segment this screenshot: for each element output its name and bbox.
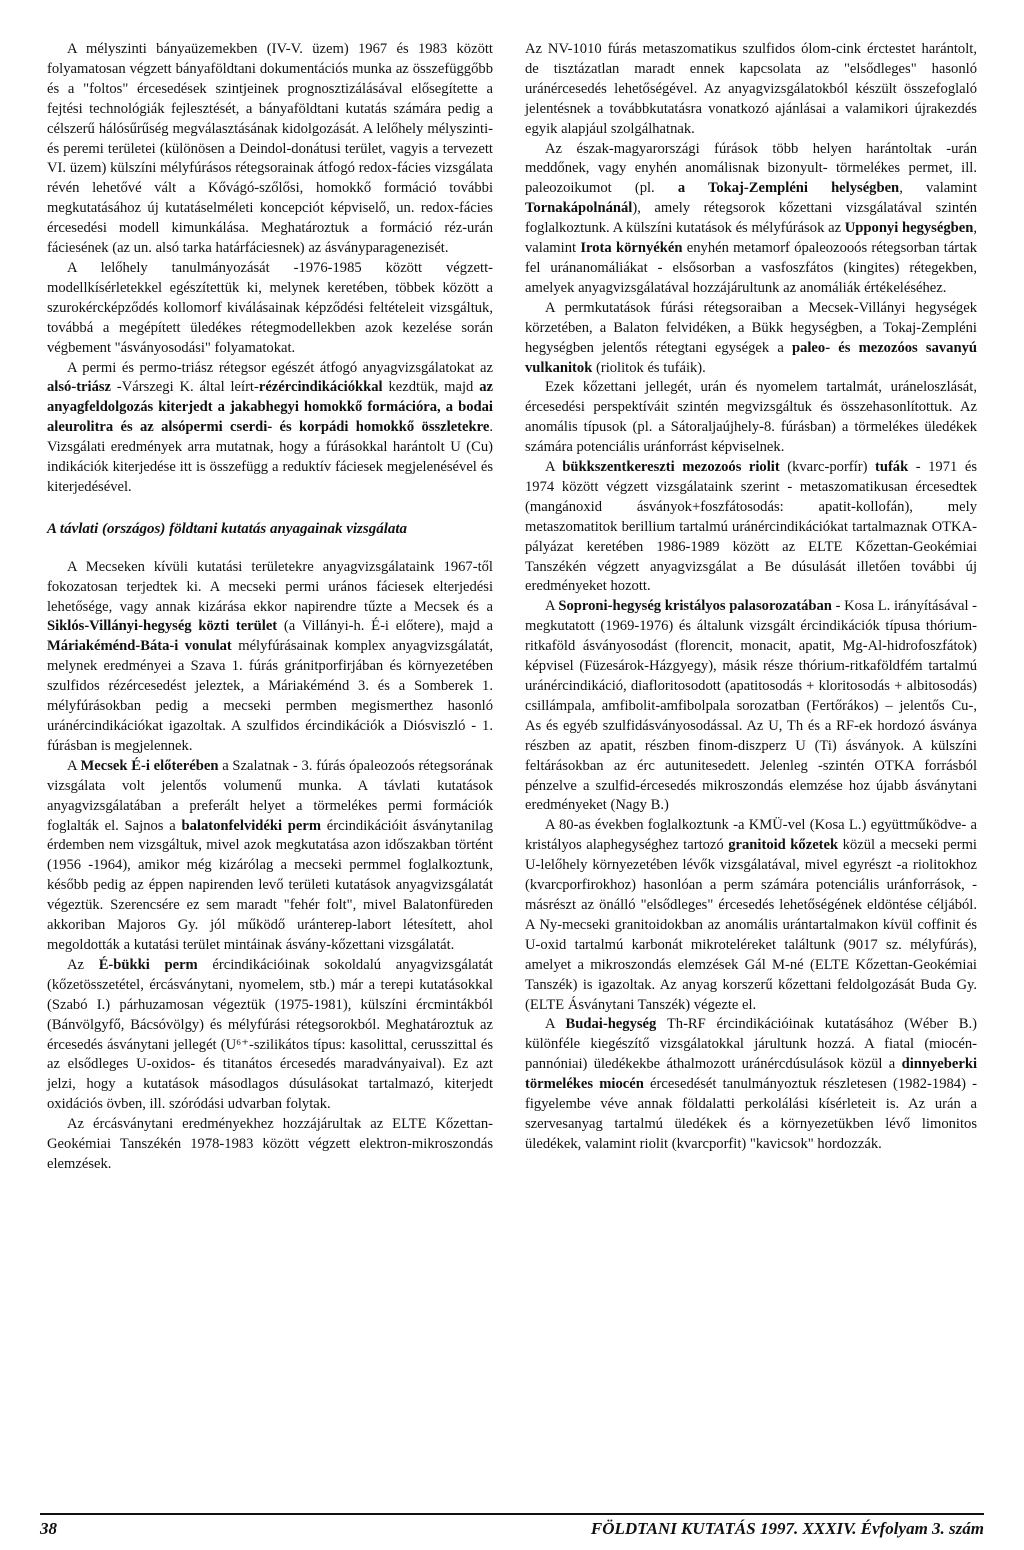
- left-column: [47, 40, 493, 1175]
- paragraph: Az ércásványtani eredményekhez hozzájárultak az ELTE Kőzettan-Geokémiai Tanszékén 1978-1983 között végzett elektron-mikroszondás elemzések.: [47, 1116, 493, 1172]
- right-column: [525, 40, 977, 1155]
- paragraph: Az NV-1010 fúrás metaszomatikus szulfidos ólom-cink érctestet harántolt, de tisztázatlan maradt ennek kapcsolata az "elsődleges" hasonló uránércesedés lehetőségével. Az anyagvizsgálatokból készült összefoglaló jelentésnek a továbbkutatásra vonatkozó ajánlásai a valamikori újrakezdés egyik alapjául szolgálhatnak.: [525, 41, 977, 137]
- paragraph: A bükkszentkereszti mezozoós riolit (kvarc-porfír) tufák - 1971 és 1974 között végzett vizsgálataink szerint - metaszomatikusan ércesedtek (mangánoxid ásványok+foszfátosodás: apatit-kollofán), mely metaszomatitok berillium tartalmú uránércindikációkat tartalmaznak OTKA-pályázat keretében 1986-1989 között az ELTE Kőzettan-Geokémiai Tanszékén végzett anyagvizsgálat a Be dúsulását illetően további új eredményeket hozott.: [525, 459, 977, 595]
- paragraph: Ezek kőzettani jellegét, urán és nyomelem tartalmát, uráneloszlását, ércesedési perspektíváit szintén megvizsgáltuk és összehasonlítottuk. Az anomális típusok (pl. a Sátoraljaújhely-8. fúrásban) a törmelékes üledékek számára potenciális uránforrást képviselnek.: [525, 379, 977, 456]
- paragraph: A Mecsek É-i előterében a Szalatnak - 3. fúrás ópaleozoós rétegsorának vizsgálata volt jelentős volumenű munka. A távlati kutatások anyagvizsgálatában a preferált helyet a törmelékes permi formációk foglalták el. Sajnos a balatonfelvidéki perm ércindikációit ásványtanilag érdemben nem vizsgáltuk, mivel azok megkutatása azon időszakban történt (1956 -1964), amikor még kizárólag a mecseki permmel foglalkoztunk, később pedig az éppen napirenden levő területi kutatások anyagvizsgálatát végeztük. Szerencsére ez sem maradt "fehér folt", mivel Balatonfüreden akkoriban Majoros Gy. jól működő uránterep-labort létesített, ahol megoldották a kutatási terület mintáinak ásvány-kőzettani vizsgálatát.: [47, 757, 494, 953]
- paragraph: A mélyszinti bányaüzemekben (IV-V. üzem) 1967 és 1983 között folyamatosan végzett bányaföldtani dokumentációs munka az összefüggőbb és a "foltos" ércesedések szintjeinek prognosztizálásával elősegítette a fejtési technológiák fejlesztését, a bányaföldtani kutatás számára pedig a célszerű hálósűrűség megválasztásának kidolgozását. A lelőhely mélyszinti- és peremi területei (különösen a Deindol-donátusi terület, vagyis a tervezett VI. üzem) külszíni mélyfúrásos rétegsorainak átfogó redox-fácies vizsgálata révén lehetővé vált a Kővágó-szőlősi, homokkő formáció további megkutatásához új kutatáselméleti koncepciót képviselő, un. redox-fácies ércesedési modell kimunkálása. Meghatároztuk a formáció réz-urán fáciesének (az un. alsó tarka határfáciesnek) az ásványparagenezisét.: [47, 41, 494, 257]
- paragraph: A Soproni-hegység kristályos palasorozatában - Kosa L. irányításával - megkutatott (1969-1976) és általunk vizsgált ércindikációk típusa thórium-ritkaföld ásványosodást (florencit, monacit, apatit, Mg-Al-hidrofoszfátok) képvisel (Füzesárok-Házgyegy), másik része thórium-ritkaföldfém tartalmú uránércindikáció, diafloritosodott (apatitosodás + kloritosodás + albitosodás) csillámpala, amfibolit-amfibolpala sorozatban (Fertőrákos) – jelentős Cu-, As és egyéb szulfidásványosodással. Az U, Th és a RF-ek hordozó ásványa részben az apatit, részben finom-diszperz U (Ti) ásványok. A külszíni feltárásokban az érc autunitesedett. Jelenleg -szintén OTKA forrásból pénzelve a szulfid-ércesedés mikroszondás elemzése hoz újabb ásványtani eredményeket (Nagy B.): [525, 598, 978, 814]
- paragraph: A permi és permo-triász rétegsor egészét átfogó anyagvizsgálatokat az alsó-triász -Várszegi K. által leírt-rézércindikációkkal kezdtük, majd az anyagfeldolgozás kiterjedt a jakabhegyi homokkő formációra, a bodai aleurolitra és az alsópermi cserdi- és korpádi homokkő összletekre. Vizsgálati eredmények arra mutatnak, hogy a fúrásokkal harántolt U (Cu) indikációk kiterjedése itt is összefügg a reduktív fáciesek megjelenésével és kiterjedésével.: [47, 359, 493, 495]
- paragraph: A Budai-hegység Th-RF ércindikációinak kutatásához (Wéber B.) különféle kiegészítő vizsgálatokkal járultunk hozzá. A fiatal (miocén-pannóniai) üledékekbe áthalmozott uránércdúsulások közül a dinnyeberki törmelékes miocén ércesedését tanulmányoztuk részletesen (1982-1984) - figyelembe véve annak földalatti perkolálási kísérleteit is. Az urán a szervesanyag tartalmú üledékek és a környezetükben lévő limonitos üledékek, valamint riolit (kvarcporfit) "kavicsok" hordozzák.: [525, 1016, 977, 1152]
- page-number: 38: [40, 1519, 57, 1538]
- paragraph: A Mecseken kívüli kutatási területekre anyagvizsgálataink 1967-től fokozatosan terjedtek ki. A mecseki permi urános fáciesek elterjedési lehetősége, vagy annak kizárása ekkor napirendre tűzte a Mecsek és a Siklós-Villányi-hegység közti terület (a Villányi-h. É-i előtere), majd a Máriakéménd-Báta-i vonulat mélyfúrásainak komplex anyagvizsgálatát, melynek eredményei a Szava 1. fúrás gránitporfirjában és környezetében szulfidos rézércesedést jeleztek, a Máriakéménd 3. és a Somberek 1. mélyfúrásokban pedig a mecseki permben megismerthez hasonló uránércindikációkat igazoltak. A szulfidos ércindikációk a Diósviszló - 1. fúrásban is megjelennek.: [47, 558, 493, 754]
- paragraph: A lelőhely tanulmányozását -1976-1985 között végzett-modellkísérletekkel egészítettük ki, melynek keretében, többek között a szurokércképződés kollomorf kiválásainak képződési feltételeit vizsgáltuk, továbbá a megépített üledékes rétegmodellekben azok kezelése során végbement "ásványosodási" folyamatokat.: [47, 259, 493, 356]
- paragraph: Az É-bükki perm ércindikációinak sokoldalú anyagvizsgálatát (kőzetösszetétel, ércásványtani, nyomelem, stb.) már a terepi kutatásokkal (Szabó I.) párhuzamosan végeztük (1975-1981), külszíni ércmintákból (Bánvölgyfő, Bácsóvölgy) és mélyfúrási rétegsorokból. Meghatároztuk az ércesedés ásványtani jellegét (U⁶⁺-szilikátos típus: kasolittal, cerusszittal és az elsődleges U-oxidos- és titanátos ércesedés maradványaival). Ez azt jelzi, hogy a kutatások másodlagos dúsulásokat tartalmazó, kiterjedt oxidációs övben, ill. szóródási udvarban folytak.: [47, 956, 493, 1113]
- paragraph: A 80-as években foglalkoztunk -a KMÜ-vel (Kosa L.) együttműködve- a kristályos alaphegységhez tartozó granitoid kőzetek közül a mecseki permi U-lelőhely környezetében lévők vizsgálatával, mivel egyrészt -a riolitokhoz (kvarcporfirokhoz) hasonlóan a perm számára potenciális uránforrások, -másrészt az önálló "elsődleges" ércesedés lehetőségének eldöntése céljából. A Ny-mecseki granitoidokban az anomális urántartalmakon kívül coffinit és U-oxid tartalmú karbonát mikroteléreket találtunk (9017 sz. mélyfúrás), amelyet a mikroszondás elemzések Gál M-né (ELTE Kőzettan-Geokémiai Tanszék) is igazoltak. Az anyag korszerű kőzettani feldolgozását Buda Gy. (ELTE Ásványtani Tanszék) végezte el.: [525, 817, 977, 1013]
- paragraph: Az észak-magyarországi fúrások több helyen harántoltak -urán meddőnek, vagy enyhén anomálisnak bizonyult- törmelékes permet, ill. paleozoikumot (pl. a Tokaj-Zempléni helységben, valamint Tornakápolnánál), amely rétegsorok kőzettani vizsgálatával szintén foglalkoztunk. A külszíni kutatások és mélyfúrások az Upponyi hegységben, valamint Irota környékén enyhén metamorf ópaleozooós rétegsorban tártak fel uránanomáliákat - elsősorban a vasfoszfátos (kingites) rétegekben, amelyek anyagvizsgálatával hozzájárultunk az anomáliák értékeléséhez.: [525, 140, 978, 296]
- footer-rule: [40, 1513, 984, 1515]
- journal-citation: FÖLDTANI KUTATÁS 1997. XXXIV. Évfolyam 3. szám: [590, 1519, 984, 1538]
- section-heading: A távlati (országos) földtani kutatás anyagainak vizsgálata: [47, 520, 408, 537]
- paragraph: A permkutatások fúrási rétegsoraiban a Mecsek-Villányi hegységek körzetében, a Balaton felvidéken, a Bükk hegységben, a Tokaj-Zempléni hegységben jelentős rétegtani egységek a paleo- és mezozóos savanyú vulkanitok (riolitok és tufáik).: [525, 299, 977, 376]
